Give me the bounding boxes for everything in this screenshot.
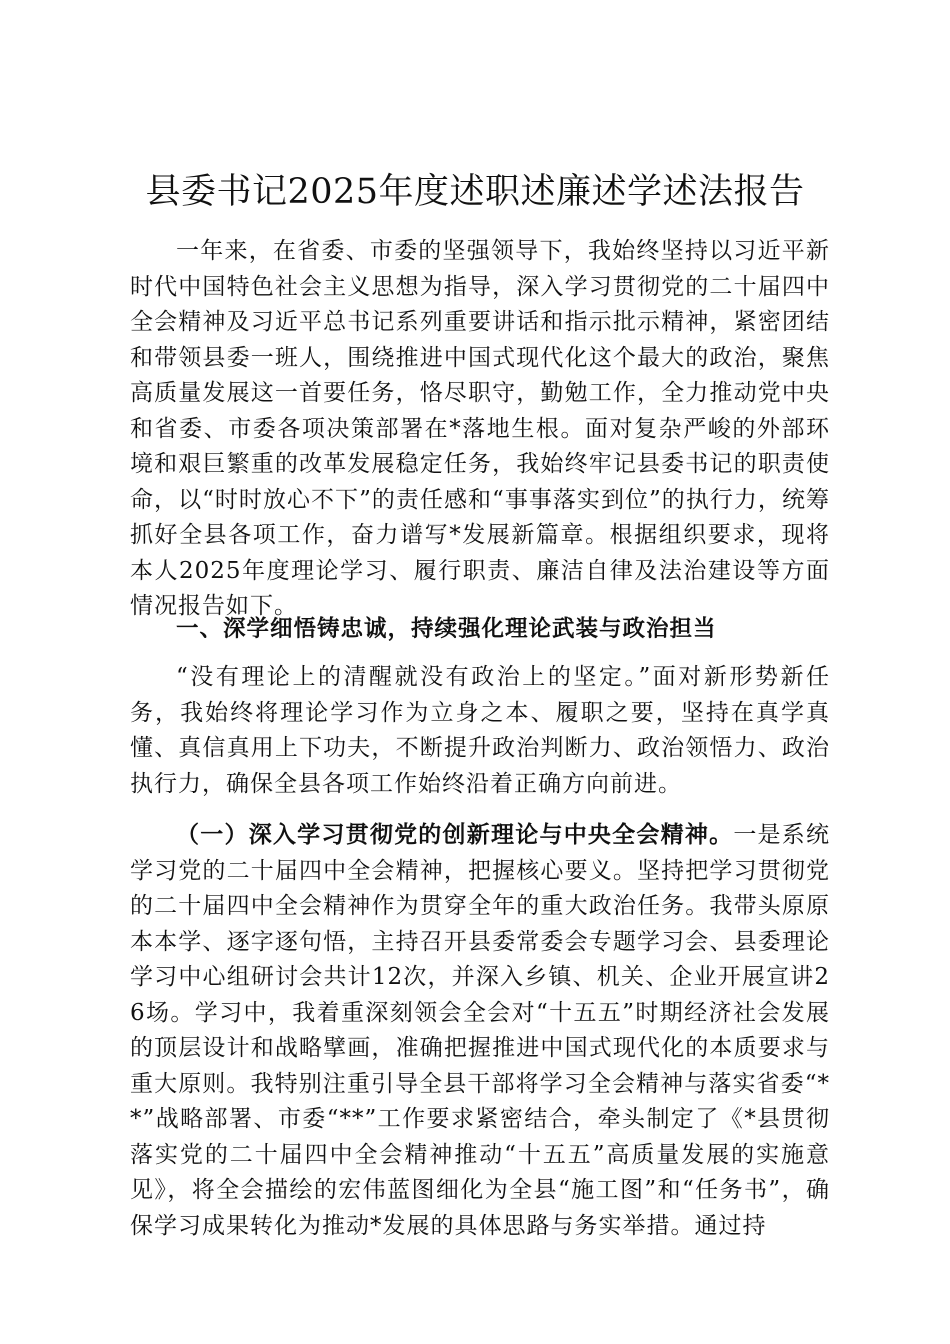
document-title: 县委书记2025年度述职述廉述学述法报告 bbox=[145, 172, 805, 212]
section-1-paragraph: “没有理论上的清醒就没有政治上的坚定。”面对新形势新任务，我始终将理论学习作为立身之本、履职之要，坚持在真学真懂、真信真用上下功夫，不断提升政治判断力、政治领悟力、政治执行力，确保全县各项工作始终沿着正确方向前进。 bbox=[130, 664, 830, 797]
subsection-1-paragraph bbox=[130, 818, 830, 1244]
intro-paragraph: 一年来，在省委、市委的坚强领导下，我始终坚持以习近平新时代中国特色社会主义思想为指导，深入学习贯彻党的二十届四中全会精神及习近平总书记系列重要讲话和指示批示精神，紧密团结和带领县委一班人，围绕推进中国式现代化这个最大的政治，聚焦高质量发展这一首要任务，恪尽职守，勤勉工作，全力推动党中央和省委、市委各项决策部署在*落地生根。面对复杂严峻的外部环境和艰巨繁重的改革发展稳定任务，我始终牢记县委书记的职责使命，以“时时放心不下”的责任感和“事事落实到位”的执行力，统筹抓好全县各项工作，奋力谱写*发展新篇章。根据组织要求，现将本人2025年度理论学习、履行职责、廉洁自律及法治建设等方面情况报告如下。 bbox=[130, 238, 830, 619]
section-heading-1: 一、深学细悟铸忠诚，持续强化理论武装与政治担当 bbox=[176, 616, 717, 642]
subsection-heading-1: （一）深入学习贯彻党的创新理论与中央全会精神。 bbox=[176, 822, 734, 848]
subsection-1-body: 一是系统学习党的二十届四中全会精神，把握核心要义。坚持把学习贯彻党的二十届四中全会精神作为贯穿全年的重大政治任务。我带头原原本本学、逐字逐句悟，主持召开县委常委会专题学习会、县委理论学习中心组研讨会共计12次，并深入乡镇、机关、企业开展宣讲26场。学习中，我着重深刻领会全会对“十五五”时期经济社会发展的顶层设计和战略擘画，准确把握推进中国式现代化的本质要求与重大原则。我特别注重引导全县干部将学习全会精神与落实省委“**”战略部署、市委“**”工作要求紧密结合，牵头制定了《*县贯彻落实党的二十届四中全会精神推动“十五五”高质量发展的实施意见》，将全会描绘的宏伟蓝图细化为全县“施工图”和“任务书”，确保学习成果转化为推动*发展的具体思路与务实举措。通过持 bbox=[130, 822, 831, 1239]
